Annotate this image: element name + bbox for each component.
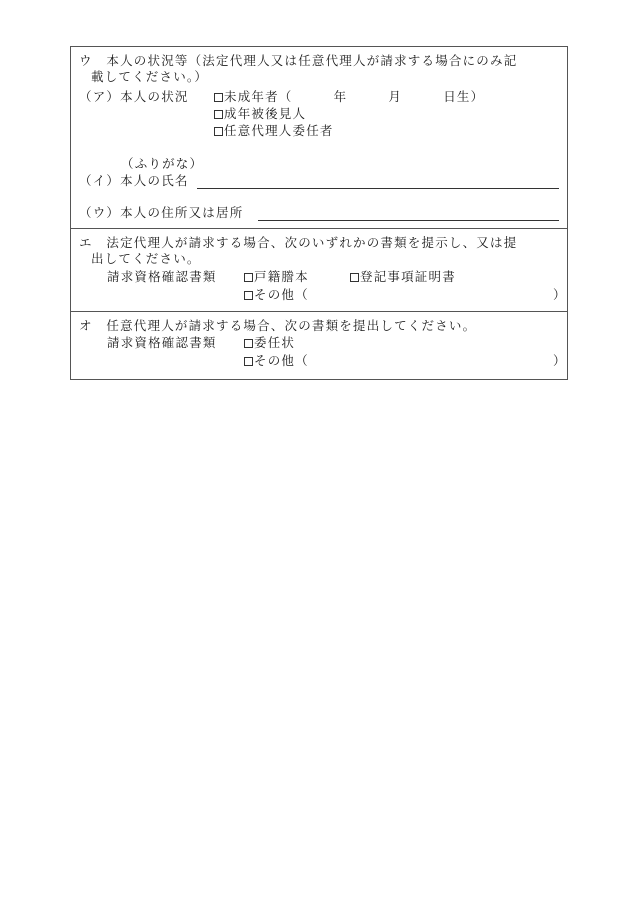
minor-checkbox[interactable] <box>214 93 223 102</box>
other-docs-option-2[interactable] <box>244 353 309 369</box>
principal-checkbox[interactable] <box>214 127 223 136</box>
section-o-docs-label: 請求資格確認書類 <box>107 335 217 350</box>
other-docs-close-paren: ） <box>553 287 567 302</box>
agent-request-form <box>70 46 568 380</box>
registry-cert-option[interactable] <box>350 269 456 285</box>
section-u-heading-line1: ウ 本人の状況等（法定代理人又は任意代理人が請求する場合にのみ記 <box>79 53 518 68</box>
minor-option-label: 未成年者（ 年 月 日生） <box>224 89 485 104</box>
adult-ward-option[interactable] <box>214 106 306 122</box>
section-o-heading-line1: オ 任意代理人が請求する場合、次の書類を提出してください。 <box>79 318 477 333</box>
family-register-option[interactable] <box>244 269 309 285</box>
adult-ward-option-label: 成年被後見人 <box>224 106 307 121</box>
registry-cert-checkbox[interactable] <box>350 273 359 282</box>
section-principal-status <box>71 47 567 229</box>
furigana-label: （ふりがな） <box>121 156 204 171</box>
address-input-line[interactable] <box>258 220 559 221</box>
power-of-attorney-option-label: 委任状 <box>254 335 296 350</box>
minor-option[interactable] <box>214 89 484 105</box>
section-e-docs-label: 請求資格確認書類 <box>107 269 217 284</box>
adult-ward-checkbox[interactable] <box>214 110 223 119</box>
status-label: （ア）本人の状況 <box>79 89 189 104</box>
principal-option-label: 任意代理人委任者 <box>224 123 334 138</box>
section-e-heading-line2: 出してください。 <box>91 251 201 266</box>
family-register-checkbox[interactable] <box>244 273 253 282</box>
section-e-heading-line1: エ 法定代理人が請求する場合、次のいずれかの書類を提示し、又は提 <box>79 235 518 250</box>
other-docs-close-paren-2: ） <box>553 353 567 368</box>
family-register-option-label: 戸籍謄本 <box>254 269 309 284</box>
section-u-heading-line2: 載してください。） <box>91 69 209 84</box>
other-docs-option-label-2: その他（ <box>254 353 309 368</box>
section-voluntary-agent <box>71 312 567 379</box>
power-of-attorney-checkbox[interactable] <box>244 339 253 348</box>
other-docs-option[interactable] <box>244 287 309 303</box>
other-docs-checkbox[interactable] <box>244 291 253 300</box>
name-label: （イ）本人の氏名 <box>79 173 189 188</box>
principal-option[interactable] <box>214 123 334 139</box>
section-legal-agent <box>71 229 567 312</box>
address-label: （ウ）本人の住所又は居所 <box>79 205 244 220</box>
other-docs-checkbox-2[interactable] <box>244 357 253 366</box>
name-input-line[interactable] <box>197 188 559 189</box>
registry-cert-option-label: 登記事項証明書 <box>360 269 456 284</box>
power-of-attorney-option[interactable] <box>244 335 295 351</box>
other-docs-option-label: その他（ <box>254 287 309 302</box>
